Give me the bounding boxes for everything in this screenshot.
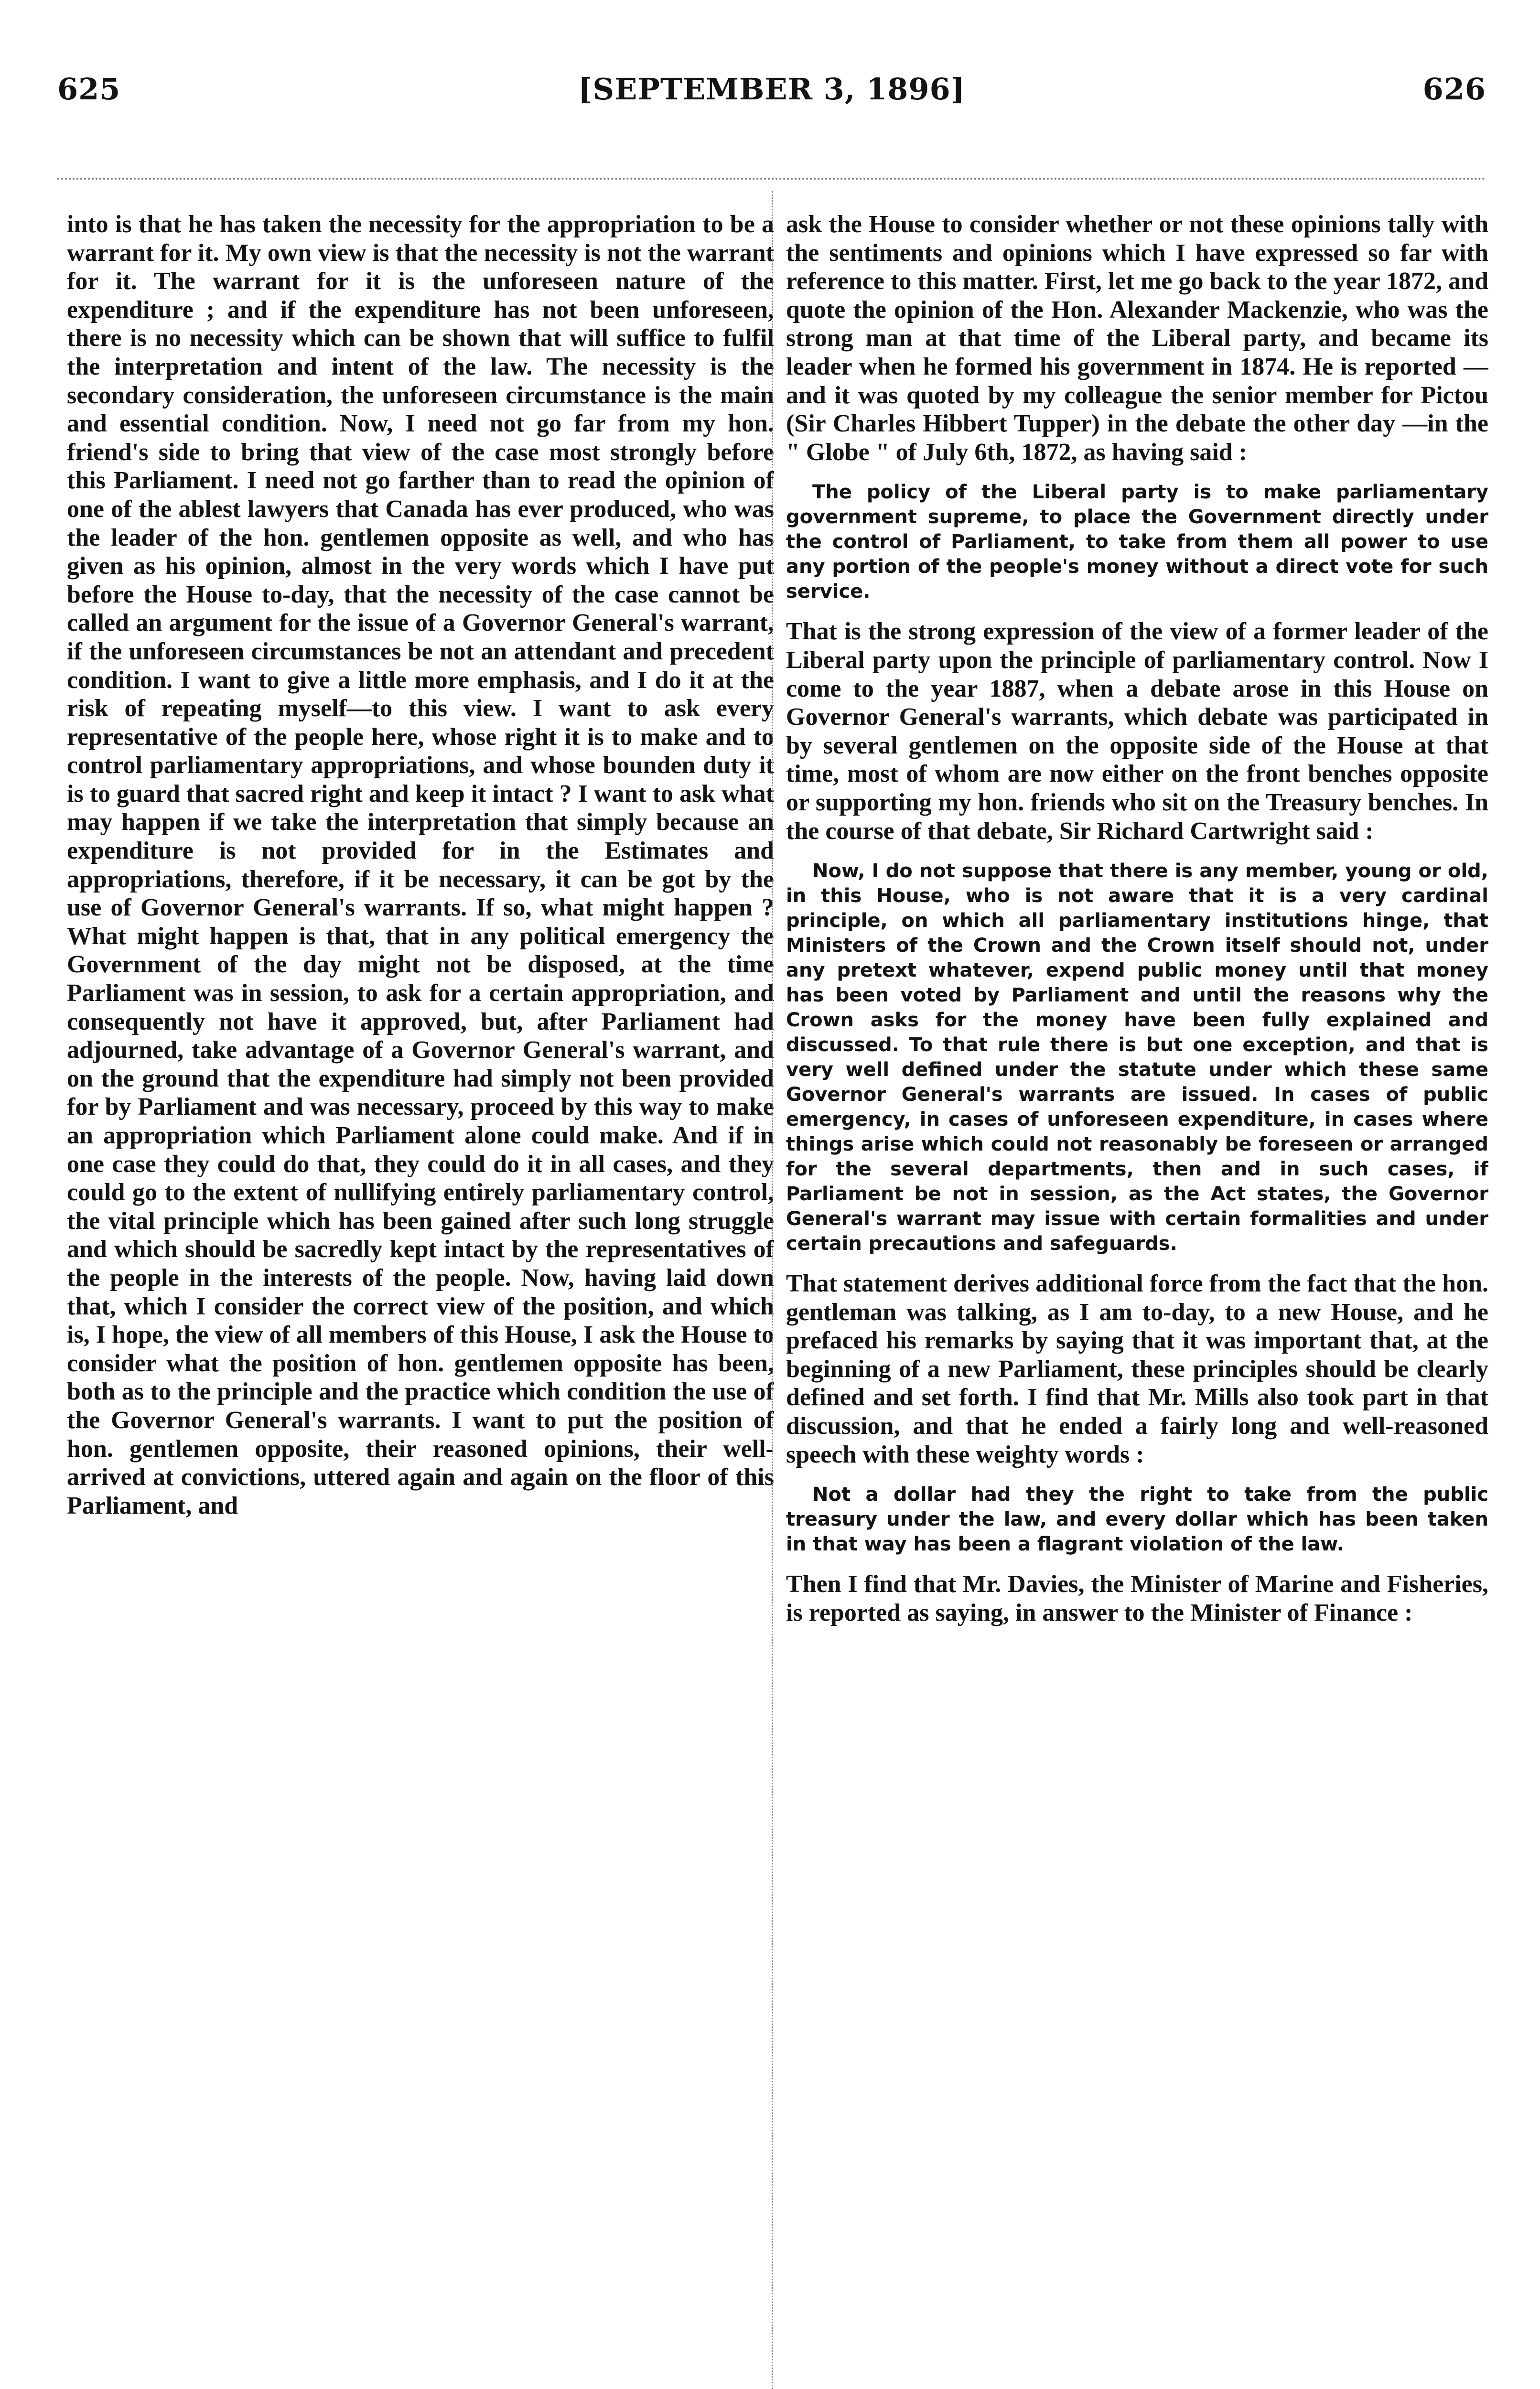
right-page-number: 626 <box>1422 72 1486 107</box>
header-rule <box>57 178 1486 180</box>
left-column <box>67 210 774 2360</box>
right-paragraph-1: ask the House to consider whether or not these opinions tally with the sentiments and opinions which I have expressed so far with reference to this matter. First, let me go back to the year 1872, and quote the opinion of the Hon. Alexander Mackenzie, who was the strong man at that time of the Liberal party, and became its leader when he formed his government in 1874. He is reported —and it was quoted by my colleague the senior member for Pictou (Sir Charles Hibbert Tupper) in the debate the other day —in the " Globe " of July 6th, 1872, as having said : <box>786 211 1488 466</box>
page-date: [SEPTEMBER 3, 1896] <box>578 72 965 107</box>
quote-cartwright: Now, I do not suppose that there is any member, young or old, in this House, who is not aware that it is a very cardinal principle, on which all parliamentary institutions hinge, that Ministers of the Crown and the Crown itself should not, under any pretext whatever, expend public money until that money has been voted by Parliament and until the reasons why the Crown asks for the money have been fully explained and discussed. To that rule there is but one exception, and that is very well defined under the statute under which these same Governor General's warrants are issued. In cases of public emergency, in cases of unforeseen expenditure, in cases where things arise which could not reasonably be foreseen or arranged for the several departments, then and in such cases, if Parliament be not in session, as the Act states, the Governor General's warrant may issue with certain formalities and under certain precautions and safeguards. <box>786 860 1488 1255</box>
right-column <box>786 210 1488 2360</box>
quote-mackenzie: The policy of the Liberal party is to make parliamentary government supreme, to place the Government directly under the control of Parliament, to take from them all power to use any portion of the people's money without a direct vote for such service. <box>786 481 1488 603</box>
right-paragraph-3: That statement derives additional force from the fact that the hon. gentleman was talking, as I am to-day, to a new House, and he prefaced his remarks by saying that it was important that, at the beginning of a new Parliament, these principles should be clearly defined and set forth. I find that Mr. Mills also took part in that discussion, and that he ended a fairly long and well-reasoned speech with these weighty words : <box>786 1270 1488 1468</box>
page-header <box>57 72 1486 129</box>
right-paragraph-4: Then I find that Mr. Davies, the Minister of Marine and Fisheries, is reported as saying, in answer to the Minister of Finance : <box>786 1571 1488 1626</box>
left-paragraph-1: into is that he has taken the necessity for the appropriation to be a warrant for it. My own view is that the necessity is not the warrant for it. The warrant for it is the unforeseen nature of the expenditure ; and if the expenditure has not been unforeseen, there is no necessity which can be shown that will suffice to fulfil the interpretation and intent of the law. The necessity is the secondary consideration, the unforeseen circumstance is the main and essential condition. Now, I need not go far from my hon. friend's side to bring that view of the case most strongly before this Parliament. I need not go farther than to read the opinion of one of the ablest lawyers that Canada has ever produced, who was the leader of the hon. gentlemen opposite as well, and who has given as his opinion, almost in the very words which I have put before the House to-day, that the necessity of the case cannot be called an argument for the issue of a Governor General's warrant, if the unforeseen circumstances be not an attendant and precedent condition. I want to give a little more emphasis, and I do it at the risk of repeating myself—to this view. I want to ask every representative of the people here, whose right it is to make and to control parliamentary appropriations, and whose bounden duty it is to guard that sacred right and keep it intact ? I want to ask what may happen if we take the interpretation that simply because an expenditure is not provided for in the Estimates and appropriations, therefore, if it be necessary, it can be got by the use of Governor General's warrants. If so, what might happen ? What might happen is that, that in any political emergency the Government of the day might not be disposed, at the time Parliament was in session, to ask for a certain appropriation, and consequently not have it approved, but, after Parliament had adjourned, take advantage of a Governor General's warrant, and on the ground that the expenditure had simply not been provided for by Parliament and was necessary, proceed by this way to make an appropriation which Parliament alone could make. And if in one case they could do that, they could do it in all cases, and they could go to the extent of nullifying entirely parliamentary control, the vital principle which has been gained after such long struggle and which should be sacredly kept intact by the representatives of the people in the interests of the people. Now, having laid down that, which I consider the correct view of the position, and which is, I hope, the view of all members of this House, I ask the House to consider what the position of hon. gentlemen opposite has been, both as to the principle and the practice which condition the use of the Governor General's warrants. I want to put the position of hon. gentlemen opposite, their reasoned opinions, their well-arrived at convictions, uttered again and again on the floor of this Parliament, and <box>67 211 774 1519</box>
right-paragraph-2: That is the strong expression of the view of a former leader of the Liberal party upon the principle of parliamentary control. Now I come to the year 1887, when a debate arose in this House on Governor General's warrants, which debate was participated in by several gentlemen on the opposite side of the House at that time, most of whom are now either on the front benches opposite or supporting my hon. friends who sit on the Treasury benches. In the course of that debate, Sir Richard Cartwright said : <box>786 618 1488 845</box>
quote-mills: Not a dollar had they the right to take from the public treasury under the law, and every dollar which has been taken in that way has been a flagrant violation of the law. <box>786 1484 1488 1556</box>
column-divider <box>772 191 773 2389</box>
left-page-number: 625 <box>57 72 121 107</box>
